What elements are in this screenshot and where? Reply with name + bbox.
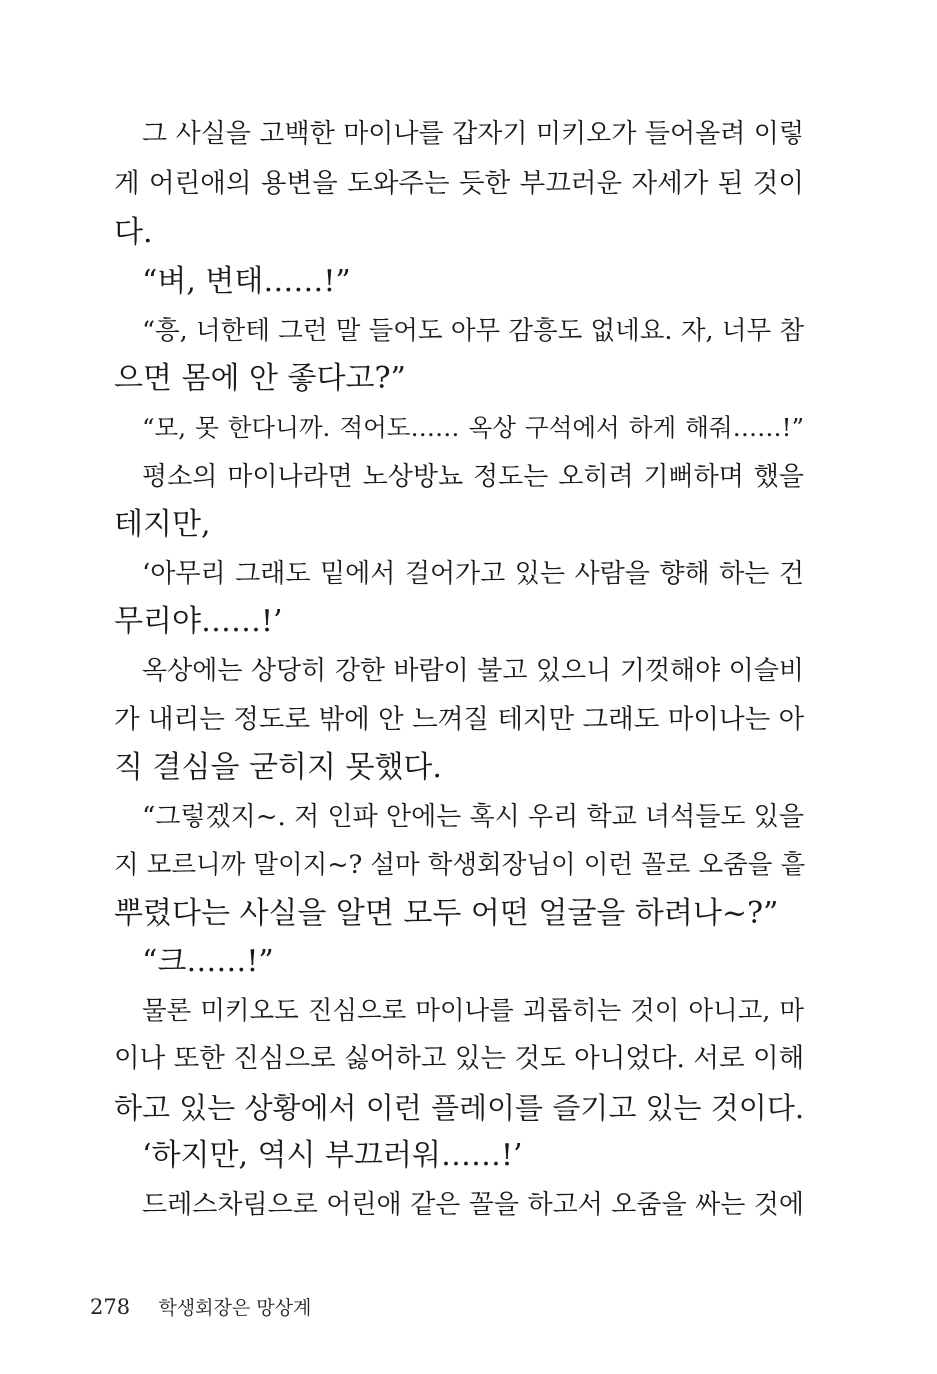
text-line-15: “그렇겠지~. 저 인파 안에는 혹시 우리 학교 녀석들도 있을 (142, 802, 805, 832)
text-line-23: 드레스차림으로 어린애 같은 꼴을 하고서 오줌을 싸는 것에 (142, 1190, 804, 1220)
text-line-1: 그 사실을 고백한 마이나를 갑자기 미키오가 들어올려 이렇 (142, 119, 804, 149)
text-line-12: 옥상에는 상당히 강한 바람이 불고 있으니 기껏해야 이슬비 (142, 656, 804, 686)
text-line-21: 하고 있는 상황에서 이런 플레이를 즐기고 있는 것이다. (114, 1091, 805, 1125)
page-number: 278 (90, 1295, 131, 1319)
text-line-19: 물론 미키오도 진심으로 마이나를 괴롭히는 것이 아니고, 마 (142, 996, 804, 1026)
text-line-13: 가 내리는 정도로 밖에 안 느껴질 테지만 그래도 마이나는 아 (114, 704, 805, 735)
text-line-14: 직 결심을 굳히지 못했다. (114, 750, 442, 785)
running-title: 학생회장은 망상계 (158, 1297, 312, 1319)
text-line-20: 이나 또한 진심으로 싫어하고 있는 것도 아니었다. 서로 이해 (114, 1043, 805, 1074)
text-line-2: 게 어린애의 용변을 도와주는 듯한 부끄러운 자세가 된 것이 (114, 168, 804, 199)
text-line-9: 테지만, (114, 507, 211, 542)
text-line-3: 다. (114, 215, 153, 250)
text-line-18: “크……!” (142, 944, 274, 979)
page-footer (90, 1290, 311, 1324)
text-line-7: “모, 못 한다니까. 적어도…… 옥상 구석에서 하게 해줘……!” (142, 413, 804, 442)
text-line-11: 무리야……!’ (114, 604, 283, 639)
text-line-6: 으면 몸에 안 좋다고?” (114, 361, 406, 396)
text-line-5: “흥, 너한테 그런 말 들어도 아무 감흥도 없네요. 자, 너무 참 (142, 316, 804, 346)
text-line-10: ‘아무리 그래도 밑에서 걸어가고 있는 사람을 향해 하는 건 (142, 559, 804, 589)
text-line-16: 지 모르니까 말이지~? 설마 학생회장님이 이런 꼴로 오줌을 흩 (114, 850, 806, 880)
text-line-4: “벼, 변태……!” (142, 264, 351, 299)
text-line-17: 뿌렸다는 사실을 알면 모두 어떤 얼굴을 하려나~?” (114, 896, 779, 931)
text-line-8: 평소의 마이나라면 노상방뇨 정도는 오히려 기뻐하며 했을 (142, 462, 804, 492)
text-line-22: ‘하지만, 역시 부끄러워……!’ (142, 1138, 523, 1173)
